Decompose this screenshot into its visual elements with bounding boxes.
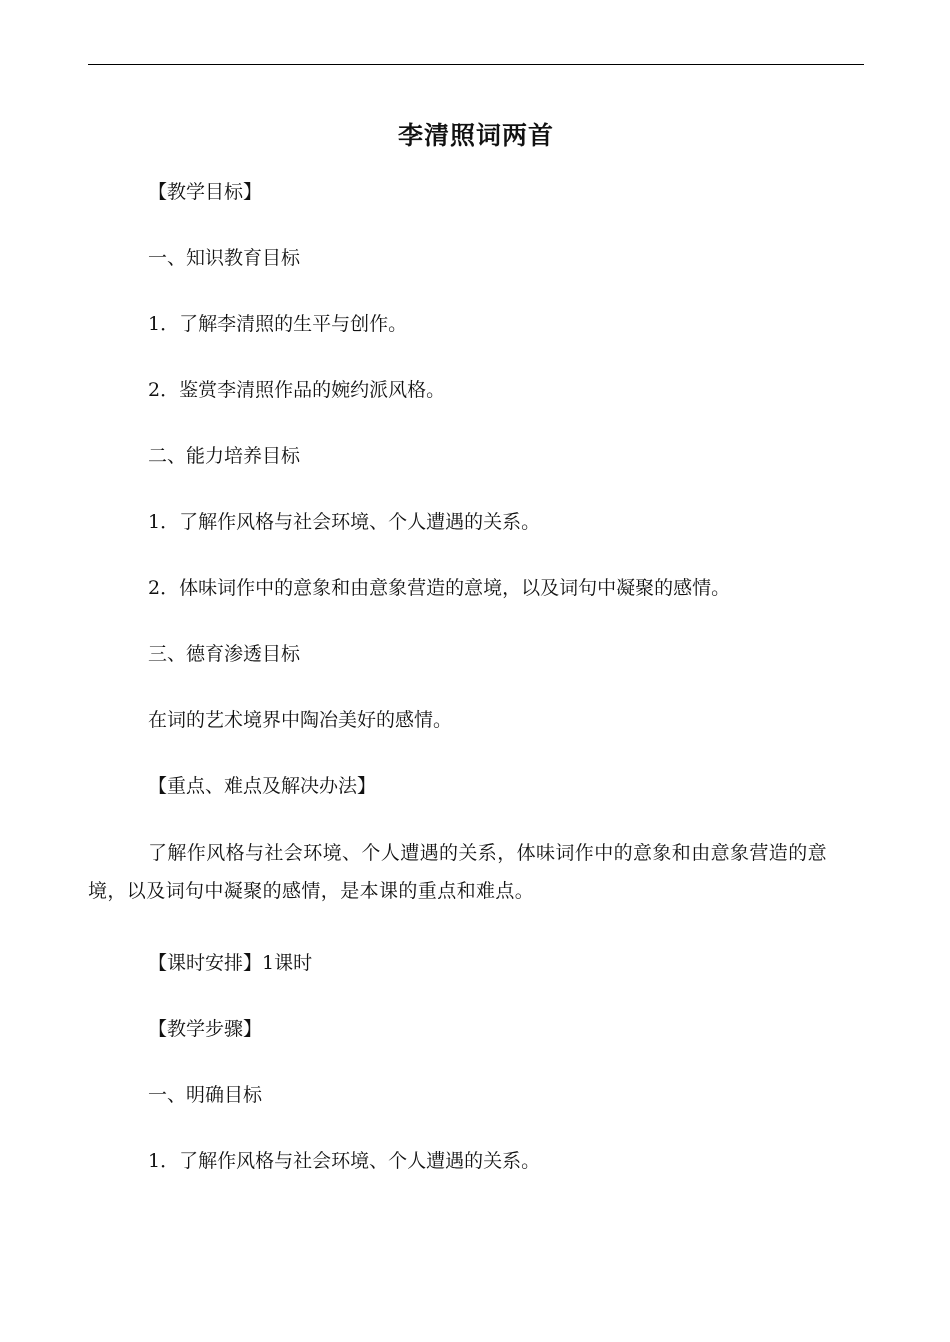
- subheading-moral-goals: 三、德育渗透目标: [148, 643, 301, 665]
- list-item-steps-1: 1．了解作风格与社会环境、个人遭遇的关系。: [148, 1150, 541, 1172]
- list-item-knowledge-2: 2．鉴赏李清照作品的婉约派风格。: [148, 379, 446, 401]
- subheading-clarify-goals: 一、明确目标: [148, 1084, 263, 1106]
- header-rule: [88, 64, 864, 65]
- subheading-knowledge-goals: 一、知识教育目标: [148, 247, 301, 269]
- section-heading-schedule: 【课时安排】1课时: [148, 952, 313, 974]
- moral-goal-text: 在词的艺术境界中陶冶美好的感情。: [148, 709, 453, 731]
- section-heading-key-points: 【重点、难点及解决办法】: [148, 775, 377, 797]
- list-item-knowledge-1: 1．了解李清照的生平与创作。: [148, 313, 408, 335]
- list-item-ability-2: 2．体味词作中的意象和由意象营造的意境，以及词句中凝聚的感情。: [148, 577, 731, 599]
- section-heading-teaching-goals: 【教学目标】: [148, 181, 263, 203]
- section-heading-steps: 【教学步骤】: [148, 1018, 263, 1040]
- list-item-ability-1: 1．了解作风格与社会环境、个人遭遇的关系。: [148, 511, 541, 533]
- subheading-ability-goals: 二、能力培养目标: [148, 445, 301, 467]
- key-points-paragraph: 了解作风格与社会环境、个人遭遇的关系，体味词作中的意象和由意象营造的意境，以及词句中凝聚的感情，是本课的重点和难点。: [88, 842, 828, 902]
- document-title: 李清照词两首: [397, 121, 554, 150]
